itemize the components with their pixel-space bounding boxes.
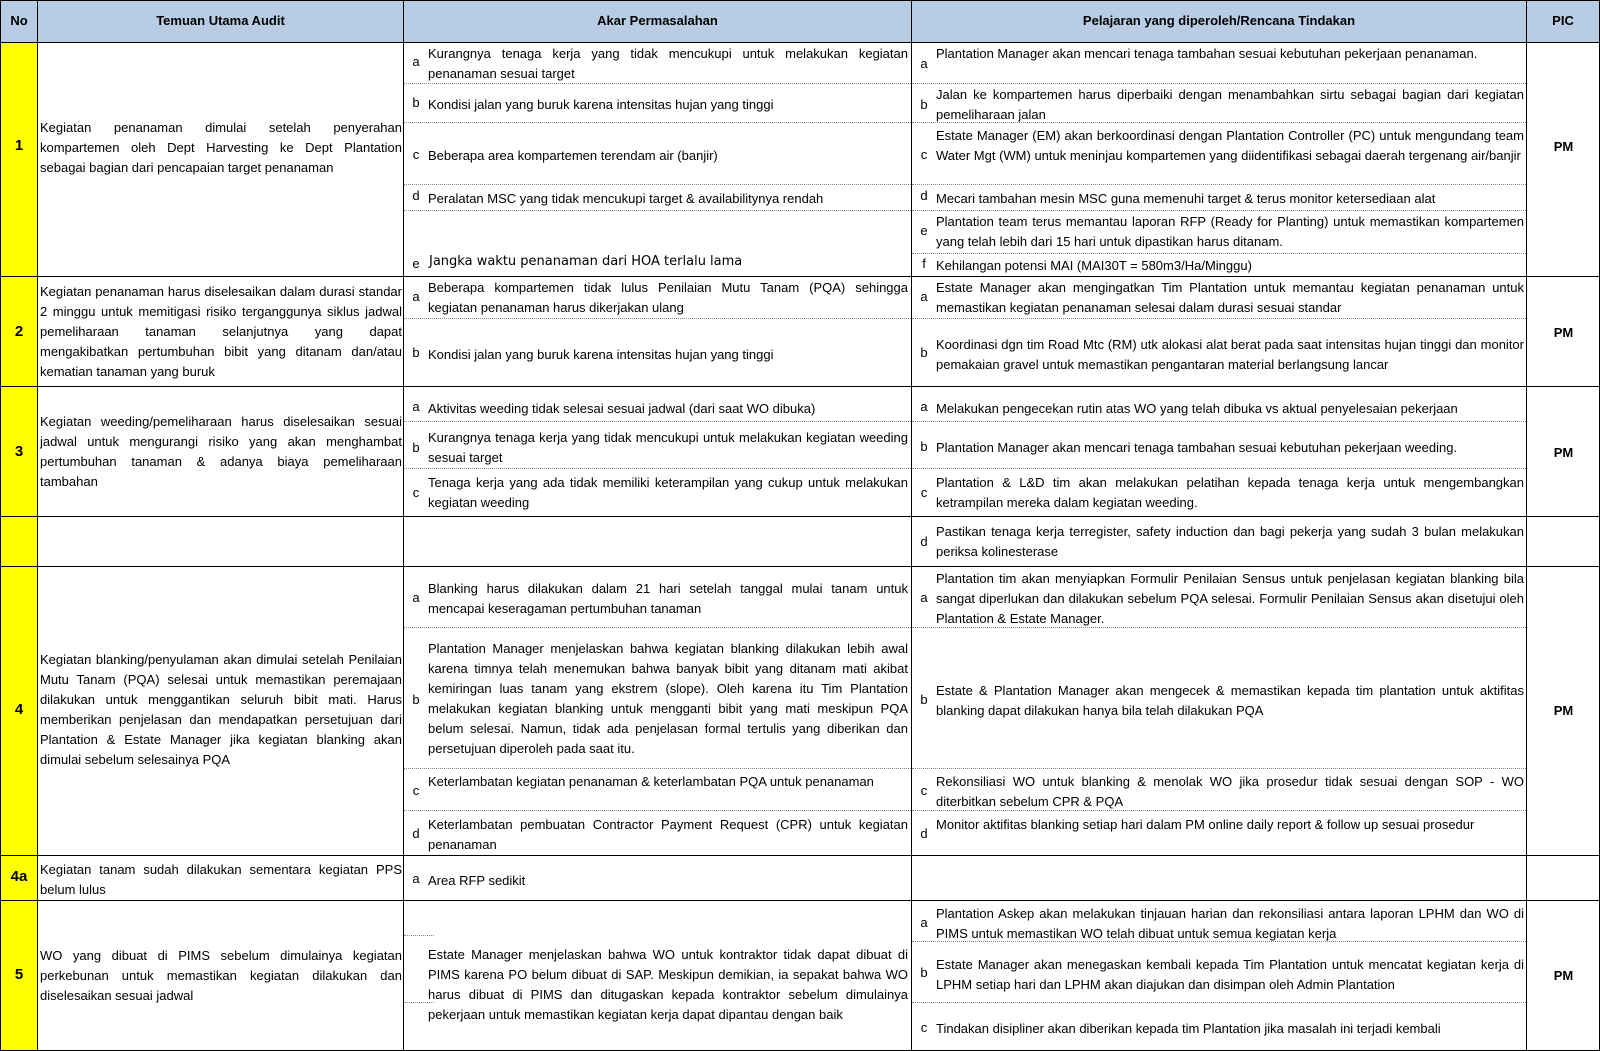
audit-finding: Kegiatan weeding/pemeliharaan harus diselesaikan sesuai jadwal untuk mengurangi risiko yang akan menghambat pertumbuhan tanaman & adanya biaya pemeliharaan tambahan bbox=[40, 414, 402, 489]
cause-letter: a bbox=[412, 54, 420, 69]
cause-letter: b bbox=[412, 440, 420, 455]
pic-value: PM bbox=[1553, 703, 1574, 718]
row-number: 4 bbox=[14, 701, 24, 718]
cause-letter: b bbox=[412, 345, 420, 360]
root-cause-text: Beberapa kompartemen tidak lulus Penilaian Mutu Tanam (PQA) sehingga kegiatan penanaman harus dikerjakan ulang bbox=[428, 280, 908, 315]
root-cause-text: Kondisi jalan yang buruk karena intensitas hujan yang tinggi bbox=[428, 347, 774, 362]
header-pic: PIC bbox=[1552, 13, 1574, 28]
audit-finding: Kegiatan penanaman dimulai setelah penyerahan kompartemen oleh Dept Harvesting ke Dept Plantation sebagai bagian dari pencapaian target penanaman bbox=[40, 120, 402, 175]
cause-letter: a bbox=[412, 289, 420, 304]
action-text: Monitor aktifitas blanking setiap hari dalam PM online daily report & follow up sesuai prosedur bbox=[936, 817, 1475, 832]
row-number: 2 bbox=[14, 323, 24, 340]
header-no: No bbox=[10, 13, 28, 28]
root-cause-text: Area RFP sedikit bbox=[428, 873, 526, 888]
root-cause-text: Jangka waktu penanaman dari HOA terlalu lama bbox=[429, 254, 743, 269]
action-text: Estate Manager (EM) akan berkoordinasi dengan Plantation Controller (PC) untuk mengundang team Water Mgt (WM) untuk meninjau kompartemen yang diidentifikasi sebagai daerah tergenang air/banjir bbox=[936, 128, 1524, 163]
action-letter: a bbox=[920, 289, 928, 304]
root-cause-text: Aktivitas weeding tidak selesai sesuai jadwal (dari saat WO dibuka) bbox=[428, 401, 816, 416]
audit-finding: Kegiatan blanking/penyulaman akan dimulai setelah Penilaian Mutu Tanam (PQA) selesai untuk memastikan peremajaan dilakukan untuk menggantikan seluruh bibit mati. Harus memberikan penjelasan dan mendapatkan persetujuan dari Plantation & Estate Manager jika kegiatan blanking akan dimulai sebelum selesainya PQA bbox=[40, 652, 402, 767]
action-text: Koordinasi dgn tim Road Mtc (RM) utk alokasi alat berat pada saat intensitas hujan tinggi dan monitor pemakaian gravel untuk memastikan pengantaran material berlangsung lancar bbox=[936, 337, 1524, 372]
action-letter: b bbox=[920, 345, 928, 360]
cause-letter: b bbox=[412, 95, 420, 110]
row-number: 1 bbox=[14, 137, 24, 154]
action-letter: c bbox=[920, 783, 928, 798]
action-letter: b bbox=[920, 97, 928, 112]
root-cause-text: Kurangnya tenaga kerja yang tidak mencukupi untuk melakukan kegiatan penanaman sesuai target bbox=[428, 46, 908, 81]
action-letter: a bbox=[920, 56, 928, 71]
action-letter: c bbox=[920, 1020, 928, 1035]
action-text: Pastikan tenaga kerja terregister, safety induction dan bagi pekerja yang sudah 3 bulan melakukan periksa kolinesterase bbox=[936, 524, 1524, 559]
action-text: Tindakan disipliner akan diberikan kepada tim Plantation jika masalah ini terjadi kembali bbox=[936, 1021, 1441, 1036]
row-number: 5 bbox=[14, 966, 24, 983]
cause-letter: a bbox=[412, 399, 420, 414]
root-cause-text: Peralatan MSC yang tidak mencukupi target & availabilitynya rendah bbox=[428, 191, 824, 206]
row-number: 4a bbox=[10, 868, 28, 885]
action-text: Kehilangan potensi MAI (MAI30T = 580m3/Ha/Minggu) bbox=[936, 258, 1252, 273]
audit-finding: WO yang dibuat di PIMS sebelum dimulainya kegiatan perkebunan untuk memastikan kegiatan dilakukan dan diselesaikan sesuai jadwal bbox=[40, 948, 402, 1003]
row-number-cell bbox=[1, 517, 37, 566]
cause-letter: d bbox=[412, 826, 420, 841]
action-letter: d bbox=[920, 826, 928, 841]
cause-letter: c bbox=[412, 147, 420, 162]
pic-value: PM bbox=[1553, 325, 1574, 340]
action-letter: b bbox=[920, 439, 928, 454]
action-text: Plantation Manager akan mencari tenaga tambahan sesuai kebutuhan pekerjaan penanaman. bbox=[936, 46, 1478, 61]
root-cause-text: Estate Manager menjelaskan bahwa WO untuk kontraktor tidak dapat dibuat di PIMS karena PO belum dibuat di SAP. Meskipun demikian, ia sepakat bahwa WO harus dibuat di PIMS dan ditugaskan kepada kontraktor sebelum dimulainya pekerjaan untuk memastikan kegiatan kerja dapat dipantau dengan baik bbox=[428, 947, 908, 1022]
cause-letter: a bbox=[412, 871, 420, 886]
root-cause-text: Kurangnya tenaga kerja yang tidak mencukupi untuk melakukan kegiatan weeding sesuai target bbox=[428, 430, 908, 465]
audit-finding: Kegiatan penanaman harus diselesaikan dalam durasi standar 2 minggu untuk memitigasi risiko terganggunya siklus jadwal pemeliharaan tanaman selanjutnya yang dapat mengakibatkan pertumbuhan bibit yang ditanam dan/atau kematian tanaman yang buruk bbox=[40, 284, 402, 379]
action-text: Plantation & L&D tim akan melakukan pelatihan kepada tenaga kerja untuk mengembangkan ketrampilan mereka dalam kegiatan weeding. bbox=[936, 475, 1524, 510]
action-letter: b bbox=[920, 692, 928, 707]
header-lesson: Pelajaran yang diperoleh/Rencana Tindakan bbox=[1082, 13, 1356, 28]
action-text: Plantation tim akan menyiapkan Formulir Penilaian Sensus untuk penjelasan kegiatan blanking bila sangat diperlukan dan dilakukan sebelum PQA selesai. Formulir Penilaian Sensus akan disetujui oleh Plantation & Estate Manager. bbox=[936, 571, 1524, 626]
row-number-cell bbox=[1, 43, 37, 276]
cause-letter: c bbox=[412, 485, 420, 500]
action-letter: b bbox=[920, 965, 928, 980]
action-text: Plantation Askep akan melakukan tinjauan harian dan rekonsiliasi antara laporan LPHM dan WO di PIMS untuk memastikan WO telah dibuat untuk semua kegiatan kerja bbox=[936, 906, 1524, 941]
action-text: Melakukan pengecekan rutin atas WO yang telah dibuka vs aktual penyelesaian pekerjaan bbox=[936, 401, 1458, 416]
action-text: Estate Manager akan menegaskan kembali kepada Tim Plantation untuk mencatat kegiatan kerja di LPHM setiap hari dan LPHM akan diajukan dan disimpan oleh Admin Plantation bbox=[936, 957, 1524, 992]
header-finding: Temuan Utama Audit bbox=[156, 13, 285, 28]
action-text: Plantation team terus memantau laporan RFP (Ready for Planting) untuk memastikan kompartemen yang telah lebih dari 15 hari untuk dipastikan harus ditanam. bbox=[936, 214, 1524, 249]
action-letter: c bbox=[920, 147, 928, 162]
action-text: Jalan ke kompartemen harus diperbaiki dengan menambahkan sirtu sebagai bagian dari kegiatan pemeliharaan jalan bbox=[936, 87, 1524, 122]
cause-letter: c bbox=[412, 783, 420, 798]
cause-letter: d bbox=[412, 188, 420, 203]
action-letter: c bbox=[920, 485, 928, 500]
root-cause-text: Keterlambatan kegiatan penanaman & keterlambatan PQA untuk penanaman bbox=[428, 774, 874, 789]
action-text: Estate Manager akan mengingatkan Tim Plantation untuk memantau kegiatan penanaman untuk memastikan kegiatan penanaman selesai dalam durasi sesuai standar bbox=[936, 280, 1524, 315]
pic-value: PM bbox=[1553, 445, 1574, 460]
action-letter: e bbox=[920, 223, 928, 238]
action-text: Mecari tambahan mesin MSC guna memenuhi target & terus monitor ketersediaan alat bbox=[936, 191, 1436, 206]
cause-letter: e bbox=[412, 256, 420, 271]
action-letter: a bbox=[920, 915, 928, 930]
pic-value: PM bbox=[1553, 968, 1574, 983]
cause-letter: a bbox=[412, 590, 420, 605]
action-text: Rekonsiliasi WO untuk blanking & menolak WO jika prosedur tidak sesuai dengan SOP - WO diterbitkan sebelum CPR & PQA bbox=[936, 774, 1524, 809]
root-cause-text: Tenaga kerja yang ada tidak memiliki keterampilan yang cukup untuk melakukan kegiatan weeding bbox=[428, 475, 908, 510]
action-letter: a bbox=[920, 590, 928, 605]
root-cause-text: Beberapa area kompartemen terendam air (banjir) bbox=[428, 148, 718, 163]
root-cause-text: Plantation Manager menjelaskan bahwa kegiatan blanking dilakukan lebih awal karena timnya telah menemukan bahwa banyak bibit yang ditanam mati akibat kemiringan luas tanam yang ekstrem (slope). Oleh karena itu Tim Plantation melakukan kegiatan blanking untuk mengganti bibit yang mati meskipun PQA belum selesai. Namun, tidak ada penjelasan formal tertulis yang diberikan dan persetujuan diperoleh pada saat itu. bbox=[428, 641, 908, 756]
action-letter: a bbox=[920, 399, 928, 414]
root-cause-text: Keterlambatan pembuatan Contractor Payment Request (CPR) untuk kegiatan penanaman bbox=[428, 817, 908, 852]
root-cause-text: Blanking harus dilakukan dalam 21 hari setelah tanggal mulai tanam untuk mencapai keseragaman pertumbuhan tanaman bbox=[428, 581, 908, 616]
action-letter: d bbox=[920, 188, 928, 203]
pic-value: PM bbox=[1553, 139, 1574, 154]
header-root-cause: Akar Permasalahan bbox=[597, 13, 718, 28]
action-letter: f bbox=[922, 256, 926, 271]
row-number: 3 bbox=[14, 443, 24, 460]
cause-letter: b bbox=[412, 692, 420, 707]
action-text: Plantation Manager akan mencari tenaga tambahan sesuai kebutuhan pekerjaan weeding. bbox=[936, 440, 1458, 455]
root-cause-text: Kondisi jalan yang buruk karena intensitas hujan yang tinggi bbox=[428, 97, 774, 112]
action-text: Estate & Plantation Manager akan mengecek & memastikan kepada tim plantation untuk aktifitas blanking dapat dilakukan hanya bila telah dilakukan PQA bbox=[936, 683, 1524, 718]
audit-finding: Kegiatan tanam sudah dilakukan sementara kegiatan PPS belum lulus bbox=[40, 862, 402, 897]
action-letter: d bbox=[920, 534, 928, 549]
